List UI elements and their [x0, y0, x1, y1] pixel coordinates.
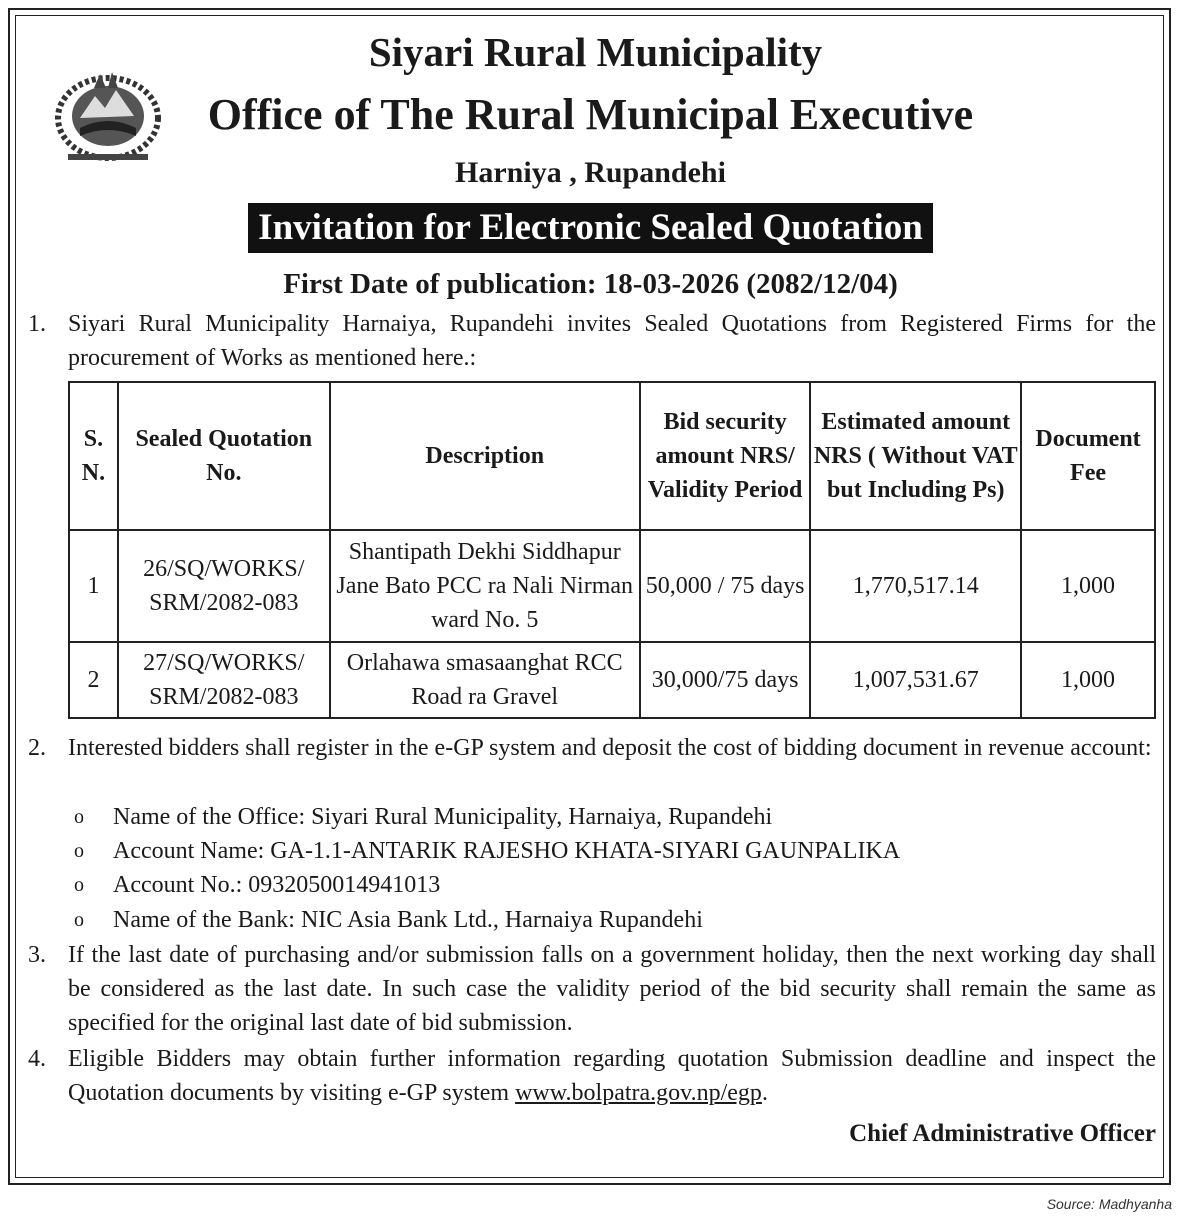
item-number: 1.	[28, 311, 46, 337]
cell-quotation-no: 26/SQ/WORKS/ SRM/2082-083	[118, 530, 330, 642]
header-sn: S. N.	[69, 382, 118, 530]
publication-date: First Date of publication: 18-03-2026 (2082/12/04)	[283, 268, 898, 300]
office-location: Harniya , Rupandehi	[455, 156, 726, 189]
municipality-name: Siyari Rural Municipality	[368, 29, 823, 75]
item-3-text: If the last date of purchasing and/or submission falls on a government holiday, then the next working day shall be considered as the last date. In such case the validity period of the bid security shall remain the same as specified for the original last date of bid submission.	[68, 942, 1156, 1036]
header-document-fee: Document Fee	[1021, 382, 1155, 530]
table-row	[69, 642, 1155, 718]
item-number: 3.	[28, 942, 46, 968]
item-4-text	[68, 1042, 1156, 1110]
source-credit: Source: Madhyanha	[1046, 1196, 1172, 1212]
bullet-bank-name: Name of the Bank: NIC Asia Bank Ltd., Harnaiya Rupandehi	[113, 907, 703, 933]
cell-estimated-amount: 1,007,531.67	[810, 642, 1021, 718]
item-4-body: Eligible Bidders may obtain further information regarding quotation Submission deadline and inspect the Quotation documents by visiting e-GP system	[68, 1046, 1156, 1106]
item-number: 2.	[28, 735, 46, 761]
bullet-account-name: Account Name: GA-1.1-ANTARIK RAJESHO KHATA-SIYARI GAUNPALIKA	[113, 838, 901, 864]
cell-quotation-no: 27/SQ/WORKS/ SRM/2082-083	[118, 642, 330, 718]
cell-description: Shantipath Dekhi Siddhapur Jane Bato PCC ra Nali Nirman ward No. 5	[330, 530, 640, 642]
bullet-office-name: Name of the Office: Siyari Rural Municipality, Harnaiya, Rupandehi	[113, 804, 773, 830]
bullet-marker: o	[74, 874, 84, 896]
quotation-table	[68, 381, 1156, 719]
cell-bid-security: 30,000/75 days	[640, 642, 811, 718]
cell-estimated-amount: 1,770,517.14	[810, 530, 1021, 642]
header-quotation-no: Sealed Quotation No.	[118, 382, 330, 530]
cell-description: Orlahawa smasaanghat RCC Road ra Gravel	[330, 642, 640, 718]
egp-link[interactable]: www.bolpatra.gov.np/egp	[515, 1080, 762, 1106]
office-name: Office of The Rural Municipal Executive	[207, 90, 974, 139]
bullet-account-number: Account No.: 0932050014941013	[113, 872, 441, 898]
notice-title: Invitation for Electronic Sealed Quotation	[248, 203, 933, 253]
bullet-marker: o	[74, 806, 84, 828]
cell-sn: 1	[69, 530, 118, 642]
cell-bid-security: 50,000 / 75 days	[640, 530, 811, 642]
item-number: 4.	[28, 1046, 46, 1072]
cell-document-fee: 1,000	[1021, 642, 1155, 718]
item-1-text: Siyari Rural Municipality Harnaiya, Rupandehi invites Sealed Quotations from Registered Firms for the procurement of Works as mentioned here.:	[68, 311, 1156, 371]
item-4-period: .	[761, 1080, 768, 1106]
signature: Chief Administrative Officer	[849, 1120, 1156, 1147]
cell-sn: 2	[69, 642, 118, 718]
bullet-marker: o	[74, 909, 84, 931]
header-bid-security: Bid security amount NRS/ Validity Period	[640, 382, 811, 530]
item-2-text: Interested bidders shall register in the e-GP system and deposit the cost of bidding document in revenue account:	[68, 735, 1152, 761]
table-row	[69, 530, 1155, 642]
table-header-row	[69, 382, 1155, 530]
header-estimated-amount: Estimated amount NRS ( Without VAT but Including Ps)	[810, 382, 1021, 530]
cell-document-fee: 1,000	[1021, 530, 1155, 642]
header-description: Description	[330, 382, 640, 530]
bullet-marker: o	[74, 840, 84, 862]
